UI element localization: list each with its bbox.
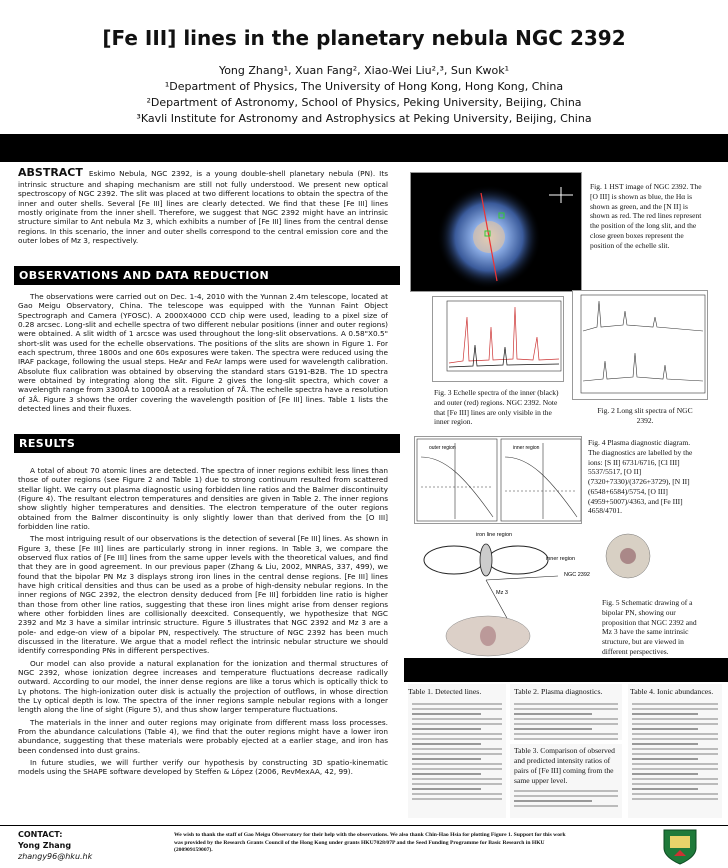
- table-4-rows: [628, 703, 722, 800]
- poster-title: [Fe III] lines in the planetary nebula NGC 2392: [102, 26, 626, 50]
- contact-name: Yong Zhang: [18, 841, 72, 850]
- nebula-hst-image: [411, 173, 582, 292]
- acknowledgement: We wish to thank the staff of Gao Meigu Observatory for their help with the observations. We also thank Chin-Hao Hsia for plotting Figure 1. Support for this work was provided by the Research Grants Council of the Hong Kong under grants HKU7028/07P and the Seed Funding Programme for Basic Research in HKU (200909159007).: [174, 832, 566, 854]
- figure-4-plot: [414, 436, 582, 524]
- results-paragraph-2: The most intriguing result of our observations is the detection of several [Fe III] lines. As shown in Figure 3, these [Fe III] lines are particularly strong in inner regions. In Table 3, we compare the observed flux ratios of [Fe III] lines from the same upper levels with the theoretical values, and find that they are in good agreement. In our previous paper (Zhang & Liu, 2002, MNRAS, 337, 499), we found that the bipolar PN Mz 3 displays strong iron lines in the central dense regions. [Fe III] lines have high critical densities and thus can be used as a probe of high-density nebular regions. In the inner regions of NGC 2392, the electron density deduced from [Fe III] forbidden line ratio is higher than those from other line ratios, suggesting that these iron lines might arise from denser regions where other forbidden lines are collisionally deexcited. Consequently, we hypothesize that NGC 2392 and Mz 3 have a similar intrinsic structure. Figure 5 illustrates that NGC 2392 and Mz 3 are a pole- and edge-on view of a bipolar PN, respectively. The structure of NGC 2392 has been much discussed in the literature. We argue that a model reflect the intrinsic nebular structure we should identify corresponding PNs in different perspectives.: [18, 534, 388, 656]
- fig4-outer-label: outer region: [429, 445, 456, 451]
- results-paragraph-5: In future studies, we will further verify our hypothesis by constructing 3D spatio-kinematic models using the SHAPE software developed by Steffen & López (2006, RevMexAA, 42, 99).: [18, 757, 388, 777]
- table-3: [510, 744, 622, 818]
- echelle-spectra-plot: [433, 297, 564, 382]
- observations-heading: OBSERVATIONS AND DATA REDUCTION: [14, 266, 400, 285]
- header-band: [0, 134, 728, 162]
- fig5-inner-label: inner region: [546, 556, 576, 562]
- table-4-caption: Table 4. Ionic abundances.: [630, 687, 714, 696]
- figure-4-caption: Fig. 4 Plasma diagnostic diagram. The diagnostics are labelled by the ions: [S II] 6731/6716, [Cl III] 5537/5517, [O II] (7320+7330)/(3726+3729), [N II] (6548+6584)/5754, [O III] (4959+5007)/4363, and [Fe III] 4658/4701.: [588, 438, 693, 516]
- observations-section: [18, 292, 388, 416]
- table-3-caption: Table 3. Comparison of observed and predicted intensity ratios of pairs of [Fe III] coming from the same upper level.: [514, 746, 615, 785]
- table-4: [628, 684, 722, 818]
- table-1-caption: Table 1. Detected lines.: [408, 687, 482, 696]
- figure-1-image: [410, 172, 582, 292]
- long-slit-spectra-plot: [573, 291, 708, 400]
- table-3-rows: [510, 790, 622, 807]
- affiliation-3: ³Kavli Institute for Astronomy and Astrophysics at Peking University, Beijing, China: [136, 112, 592, 125]
- figure-2-caption: Fig. 2 Long slit spectra of NGC 2392.: [597, 406, 693, 425]
- table-1: [408, 684, 506, 818]
- abstract-section: [18, 166, 388, 245]
- table-2-rows: [510, 703, 622, 740]
- figure-1-caption: Fig. 1 HST image of NGC 2392. The [O III] is shown as blue, the Hα is shown as green, and the [N II] is shown as red. The red lines represent the position of the long slit, and the close green boxes represent the position of the echelle slit.: [590, 182, 702, 250]
- figure-3-caption: Fig. 3 Echelle spectra of the inner (black) and outer (red) regions. NGC 2392. Note that [Fe III] lines are only visible in the inner region.: [434, 388, 559, 427]
- results-paragraph-1: A total of about 70 atomic lines are detected. The spectra of inner regions exhibit less lines than those of outer regions (see Figure 2 and Table 1) due to strong continuum resulted from scattered stellar light. We carry out plasma diagnostic using forbidden line ratios and the Balmer discontinuity (Figure 4). The resultant electron temperatures and densities are given in Table 2. The inner regions show slightly higher temperatures and densities. The electron temperature of the outer regions obtained from the Balmer discontinuity is only slightly lower than that derived from the [O III] forbidden line ratio.: [18, 466, 388, 531]
- observations-text: The observations were carried out on Dec. 1-4, 2010 with the Yunnan 2.4m telescope, located at Gao Meigu Observatory, China. The telescope was equipped with the Yunnan Faint Object Spectrograph and Camera (YFOSC). A 2000X4000 CCD chip were used, leading to a pixel size of 0.28 arcsec. Long-slit and echelle spectra of two different nebular positions (inner and outer regions) were obtained. A slit width of 1 arcsce was used throughout the long-slit observations. A 0.58"X0.5" short-slit was used for the echelle observations. The positions of the slits are shown in Figure 1. For each spectrum, three 1800s and one 60s exposures were taken. The spectra were reduced using the IRAF package, following the usual steps. HeAr and FeAr lamps were used for wavelength calibration. Absolute flux calibration was obtained by observing the standard stars G191-B2B. The 1D spectra were obtained by integrating along the slit. Figure 2 gives the long-slit spectra, which cover a wavelength range from 3300Å to 10000Å at a resolution of 7Å. The echelle spectra have a resolution of 3Å. Figure 3 shows the order covering the wavelength position of [Fe III] lines. Table 1 lists the detected lines and their fluxes.: [18, 292, 388, 413]
- crest-shield-icon: [660, 826, 700, 866]
- author-list: Yong Zhang¹, Xuan Fang², Xiao-Wei Liu²,³, Sun Kwok¹: [218, 64, 510, 77]
- tables-band: [404, 658, 728, 682]
- affiliation-2: ²Department of Astronomy, School of Physics, Peking University, Beijing, China: [146, 96, 582, 109]
- results-paragraph-4: The materials in the inner and outer regions may originate from different mass loss processes. From the abundance calculations (Table 4), we find that the outer regions might have a lower iron abundance, suggesting that these materials were probably ejected at a earlier stage, and iron has been condensed into dust grains.: [18, 717, 388, 755]
- table-2: [510, 684, 622, 740]
- plasma-diagnostic-plot: [415, 437, 582, 524]
- fig5-mz-label: Mz 3: [496, 590, 508, 596]
- affiliation-1: ¹Department of Physics, The University of Hong Kong, Hong Kong, China: [164, 80, 564, 93]
- table-2-caption: Table 2. Plasma diagnostics.: [514, 687, 603, 696]
- contact-email[interactable]: zhangy96@hku.hk: [18, 852, 93, 861]
- figure-5-caption: Fig. 5 Schematic drawing of a bipolar PN, showing our proposition that NGC 2392 and Mz 3 have the same intrinsic structure, but are viewed in different perspectives.: [602, 598, 697, 656]
- fig5-ngc-label: NGC 2392: [564, 572, 590, 578]
- results-paragraph-3: Our model can also provide a natural explanation for the ionization and thermal structures of NGC 2392, whose ionization degree increases and temperature fluctuations decrease radically outward. According to our model, the inner dense regions are like a torus which is optically thick to Lγ photons. The high-ionization outer disk is actually the projection of outflows, in whose direction the Lγ optical depth is low. The spectra of the inner regions sample nebular regions with a longer length along the line of sight (Figure 5), and thus show larger temperature fluctuations.: [18, 658, 388, 715]
- figure-2-plot: [572, 290, 708, 400]
- table-1-rows: [408, 703, 506, 800]
- abstract-heading: ABSTRACT: [18, 166, 83, 179]
- results-heading: RESULTS: [14, 434, 400, 453]
- figure-3-plot: [432, 296, 564, 382]
- fig4-inner-label: inner region: [513, 445, 540, 451]
- abstract-text: Eskimo Nebula, NGC 2392, is a young double-shell planetary nebula (PN). Its intrinsic structure and shaping mechanism are still not fully understood. We present new optical spectroscopy of NGC 2392. The slit was placed at two different locations to obtain the spectra of the inner and outer shells. Several [Fe III] lines are clearly detected. We find that these [Fe III] lines mostly originate from the inner shell. Therefore, we suggest that NGC 2392 might have an intrinsic structure similar to Ant nebula Mz 3, which exhibits a number of [Fe III] lines from the central dense regions. In this scenario, the inner and outer shells correspond to the central emission core and the outer lobes of Mz 3, respectively.: [18, 169, 388, 246]
- fig5-iron-label: iron line region: [476, 532, 513, 538]
- contact-label: CONTACT:: [18, 830, 63, 839]
- results-section: [18, 466, 388, 780]
- university-crest-logo: [660, 826, 700, 866]
